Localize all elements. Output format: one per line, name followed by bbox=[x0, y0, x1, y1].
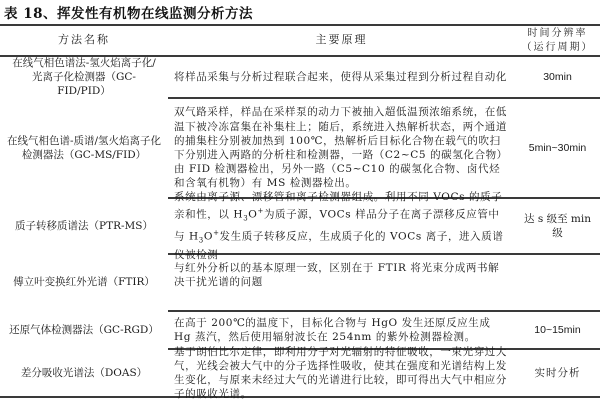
principle-text bbox=[174, 190, 509, 262]
table-row-5-resolution bbox=[515, 312, 600, 348]
principle-text: 双气路采样，样品在采样泵的动力下被抽入超低温预浓缩系统，在低温下被冷冻富集在补集柱上；随后，系统进入热解析状态，两个通道的捕集柱分别被加热到 100℃，热解析后目标化合物在载气的吹扫下分别进入两路的分析柱和检测器，一路（C2~C5 的碳氢化合物）由 FID 检测器检出，另外一路（C5~C10 的碳氢化合物、卤代烃和含氧有机物）有 MS 检测器检出。 bbox=[174, 106, 508, 190]
ptr-text-a: 系统由离子源、漂移管和离子检测器组成。利用不同 VOCs 的质子亲和性，以 H bbox=[174, 191, 503, 221]
table-row-3-method bbox=[0, 199, 168, 253]
resolution-value: 达 s 级至 min 级 bbox=[524, 212, 591, 239]
ptr-superscript: + bbox=[257, 207, 264, 216]
method-name: 在线气相色谱-质谱/氢火焰离子化检测器法（GC-MS/FID） bbox=[6, 134, 162, 161]
method-name: 差分吸收光谱法（DOAS） bbox=[20, 366, 148, 379]
header-principle-label: 主要原理 bbox=[315, 33, 368, 47]
table-title: 表 18、挥发性有机物在线监测分析方法 bbox=[4, 6, 253, 22]
method-name: 还原气体检测器法（GC-RGD） bbox=[9, 323, 159, 336]
table-row-6-principle bbox=[174, 345, 509, 401]
ptr-text-b: O bbox=[248, 208, 258, 221]
table-row-6-resolution bbox=[515, 350, 600, 396]
ptr-text-d: O bbox=[203, 230, 214, 243]
table-row-1-resolution bbox=[515, 57, 600, 97]
header-method bbox=[0, 26, 168, 55]
table-row-6-method bbox=[0, 350, 168, 396]
table-row-4-method bbox=[0, 255, 168, 310]
resolution-value: 实时分析 bbox=[534, 366, 581, 379]
resolution-value: 10~15min bbox=[534, 323, 581, 336]
header-resolution bbox=[515, 26, 600, 55]
method-name: 质子转移质谱法（PTR-MS） bbox=[15, 219, 153, 232]
principle-text: 基于朗伯比尔定律，即利用分子对光辐射的特征吸收，一束光穿过大气，光线会被大气中的分子选择性吸收，使其在强度和光谱结构上发生变化，与原来未经过大气的光谱进行比较，即可得出大气中相应分子的吸收光谱。 bbox=[174, 345, 507, 401]
principle-text: 在高于 200℃的温度下，目标化合物与 HgO 发生还原反应生成 Hg 蒸汽，然后使用辐射波长在 254nm 的紫外检测器检测。 bbox=[174, 316, 491, 343]
table-row-2-resolution bbox=[515, 99, 600, 197]
header-resolution-line1: 时间分辨率 bbox=[527, 27, 588, 39]
ptr-subscript: 3 bbox=[198, 236, 204, 245]
principle-text: 与红外分析以的基本原理一致，区别在于 FTIR 将光束分成两书解决干扰光谱的问题 bbox=[174, 261, 500, 288]
table-row-2-principle bbox=[174, 99, 509, 197]
ptr-text-e: 发生质子转移反应，生成质子化的 VOCs 离子，进入质谱仪被检测 bbox=[174, 230, 504, 261]
ptr-text-c: 为质子源，VOCs 样品分子在离子漂移反应管中与 H bbox=[174, 208, 500, 243]
principle-text: 将样品采集与分析过程联合起来，使得从采集过程到分析过程自动化 bbox=[174, 70, 507, 83]
table-row-3-principle bbox=[174, 191, 509, 261]
table-row-5-method bbox=[0, 312, 168, 348]
table-row-5-principle bbox=[174, 312, 509, 348]
table-row-2-method bbox=[0, 99, 168, 197]
method-name: 傅立叶变换红外光谱（FTIR） bbox=[13, 276, 155, 289]
ptr-superscript: + bbox=[213, 229, 220, 237]
table-row-3-resolution bbox=[515, 199, 600, 253]
resolution-value: 5min~30min bbox=[528, 141, 587, 154]
table-row-4-principle bbox=[174, 255, 509, 295]
table-row-1-method bbox=[0, 57, 168, 97]
method-name: 在线气相色谱法-氢火焰离子化/光离子化检测器（GC-FID/PID） bbox=[12, 56, 156, 98]
header-principle bbox=[174, 26, 509, 55]
table-row-4-resolution bbox=[515, 255, 600, 310]
header-method-label: 方法名称 bbox=[58, 33, 110, 47]
resolution-value: 30min bbox=[543, 70, 572, 83]
table-row-1-principle bbox=[174, 57, 509, 97]
ptr-subscript: 3 bbox=[243, 214, 249, 223]
header-resolution-line2: （运行周期） bbox=[521, 41, 594, 53]
